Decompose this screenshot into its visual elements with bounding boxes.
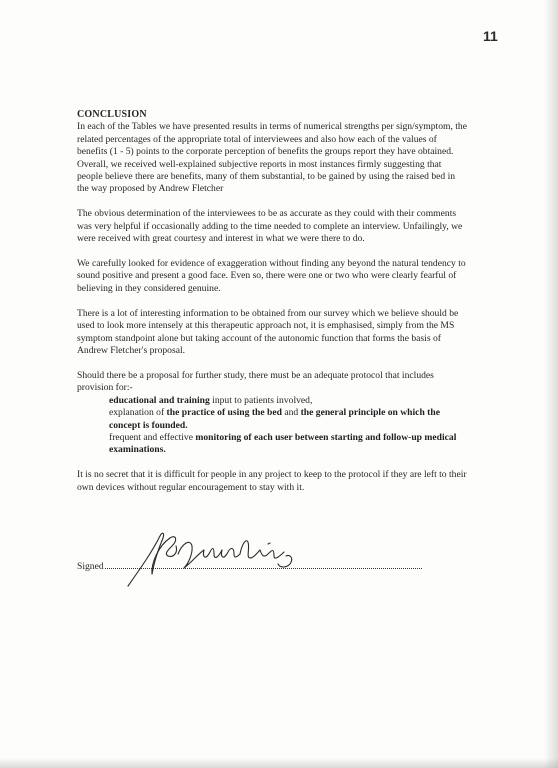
paragraph-4: There is a lot of interesting information to be obtained from our survey which we believe should be used to look more intensely at this therapeutic approach not, it is emphasised, simply from the MS symptom standpoint alone but taking account of the autonomic function that forms the basis of Andrew Fletcher's proposal. [77,307,459,356]
scan-shadow-bottom [0,758,558,768]
provision-item-1 [109,395,469,407]
paragraph-1: In each of the Tables we have presented results in terms of numerical strengths per sign/symptom, the related percentages of the appropriate total of interviewees and also how each of the values of benefits (1 - 5) points to the corporate perception of benefits the groups report they have obtained. Overall, we received well-explained subjective reports in most instances firmly suggesting that people believe there are benefits, many of them substantial, to be gained by using the raised bed in the way proposed by Andrew Fletcher [77,121,467,195]
page-number: 11 [483,28,498,44]
provision-2-mid: and [281,407,301,419]
provision-3-lead: frequent and effective [109,431,196,443]
paragraph-3: We carefully looked for evidence of exaggeration without finding any beyond the natural tendency to sound positive and present a good face. Even so, there were one or two who were clearly fearful of believing in they considered genuine. [77,258,466,294]
signed-label: Signed [77,561,104,572]
provision-2-bold-b: the general principle on which the concept is founded. [109,407,440,431]
scan-shadow-edge [544,0,558,768]
handwritten-signature [118,524,308,594]
provision-1-text: input to patients involved, [209,394,313,406]
provision-3-bold: monitoring of each user between starting and follow-up medical examinations. [109,431,457,456]
section-heading: CONCLUSION [77,109,147,120]
provision-1-bold: educational and training [109,394,210,406]
provision-2-bold-a: the practice of using the bed [166,407,282,419]
provision-2-lead: explanation of [109,407,167,419]
document-body [77,109,469,507]
paragraph-5: Should there be a proposal for further study, there must be an adequate protocol that includes provision for:- [77,369,434,394]
provision-item-3 [109,432,469,457]
paragraph-6: It is no secret that it is difficult for people in any project to keep to the protocol if they are left to their own devices without regular encouragement to stay with it. [77,469,467,493]
paragraph-2: The obvious determination of the interviewees to be as accurate as they could with their comments was very helpful if occasionally adding to the time needed to complete an interview. Unfailingly, we were received with great courtesy and interest in what we were there to do. [77,208,463,245]
provision-list [77,395,469,457]
provision-item-2 [109,407,469,432]
